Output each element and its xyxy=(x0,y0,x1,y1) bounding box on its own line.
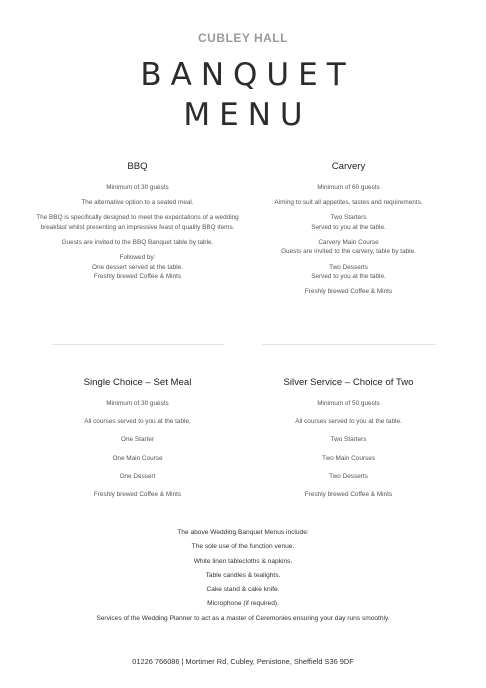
menu-line: Served to you at the table. xyxy=(311,223,386,231)
inclusion-line: Cake stand & cake knife. xyxy=(206,586,280,594)
section-divider xyxy=(262,344,436,345)
menu-line: One Main Course xyxy=(112,454,163,462)
inclusion-line: White linen tablecloths & napkins. xyxy=(193,557,293,565)
menu-line: Two Desserts xyxy=(329,263,368,271)
menu-line: Two Starters xyxy=(330,214,367,222)
menu-line: Carvery Main Course xyxy=(318,239,379,247)
inclusion-line: The sole use of the function venue. xyxy=(191,543,295,551)
menu-line: All courses served to you at the table. xyxy=(84,418,191,426)
section-divider xyxy=(52,344,224,345)
menu-line: The alternative option to a seated meal. xyxy=(81,199,194,207)
menu-line: Minimum of 30 guests xyxy=(106,399,169,407)
menu-line: Served to you at the table. xyxy=(311,272,386,280)
menu-line: Followed by: xyxy=(119,254,156,262)
menu-section-single-choice xyxy=(35,376,240,509)
inclusion-line: Table candles & tealights. xyxy=(205,571,281,579)
menu-line: Aiming to suit all appetites, tastes and requirements. xyxy=(274,199,423,207)
menu-line: Freshly brewed Coffee & Mints xyxy=(304,288,393,296)
menu-section-carvery xyxy=(246,160,451,302)
contact-footer: 01226 766086 | Mortimer Rd, Cubley, Penistone, Sheffield S36 9DF xyxy=(132,657,354,666)
page-title-line-1: BANQUET xyxy=(140,57,355,93)
brand-name: CUBLEY HALL xyxy=(198,31,288,45)
inclusion-line: Services of the Wedding Planner to act as a master of Ceremonies ensuring your day runs smoothly. xyxy=(96,614,390,622)
menu-line: Minimum of 30 guests xyxy=(106,183,169,191)
menu-line: Two Desserts xyxy=(329,473,368,481)
menu-line: The BBQ is specifically designed to meet the expectations of a wedding breakfast whilst presenting an impressive feast of quality BBQ items. xyxy=(36,214,239,231)
page-title-line-2: MENU xyxy=(183,97,312,133)
menu-line: One Starter xyxy=(120,436,155,444)
menu-line: Minimum of 60 guests xyxy=(317,183,380,191)
menu-line: Freshly brewed Coffee & Mints xyxy=(93,272,182,280)
menu-line: Freshly brewed Coffee & Mints xyxy=(93,491,182,499)
menu-section-silver-service xyxy=(246,376,451,509)
menu-line: Freshly brewed Coffee & Mints xyxy=(304,491,393,499)
inclusion-line: Microphone (if required). xyxy=(207,600,279,608)
inclusion-line: The above Wedding Banquet Menus include: xyxy=(177,529,309,536)
section-heading: Single Choice – Set Meal xyxy=(83,377,192,388)
menu-line: Guests are invited to the carvery, table by table. xyxy=(281,248,416,256)
section-heading: BBQ xyxy=(127,161,148,172)
menu-section-bbq xyxy=(35,160,240,287)
menu-line: Two Main Courses xyxy=(322,454,375,462)
menu-line: One dessert served at the table. xyxy=(92,263,183,271)
section-heading: Carvery xyxy=(331,161,366,172)
menu-line: One Dessert xyxy=(119,473,156,481)
menu-line: All courses served to you at the table. xyxy=(295,418,402,426)
section-heading: Silver Service – Choice of Two xyxy=(283,377,414,388)
menu-line: Minimum of 50 guests xyxy=(317,399,380,407)
menu-inclusions xyxy=(0,530,486,630)
menu-line: Two Starters xyxy=(330,436,367,444)
menu-line: Guests are invited to the BBQ Banquet table by table. xyxy=(61,239,214,247)
